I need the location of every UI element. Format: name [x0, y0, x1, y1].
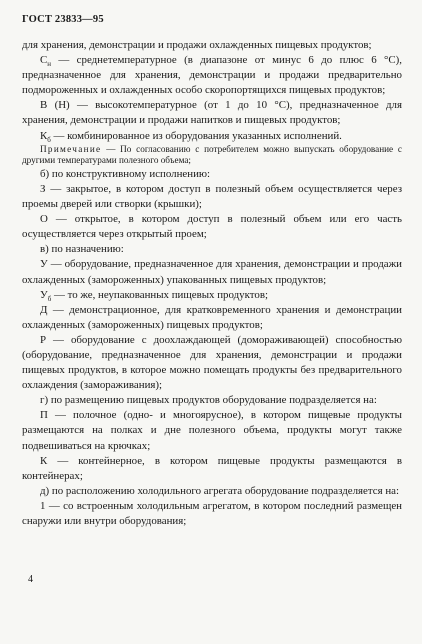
- note-label: Примечание: [40, 143, 102, 154]
- paragraph: Д — демонстрационное, для кратковременного хранения и демонстрации охлажденных (замороженных) пищевых продуктов;: [22, 303, 402, 331]
- note-text: — По согласованию с потребителем можно выпускать оборудование с другими температурами полезного объема;: [22, 143, 402, 166]
- paragraph: б) по конструктивному исполнению:: [40, 167, 211, 180]
- paragraph: О — открытое, в котором доступ в полезный объем или его часть осуществляется через открытый проем;: [22, 213, 402, 241]
- paragraph: $У_б$ — то же, неупакованных пищевых продуктов;: [40, 288, 268, 303]
- paragraph: г) по размещению пищевых продуктов оборудование подразделяется на:: [40, 394, 377, 407]
- body-text: [22, 38, 402, 529]
- paragraph: $К_б$ — комбинированное из оборудования указанных исполнений.: [40, 129, 342, 144]
- paragraph: для хранения, демонстрации и продажи охлажденных пищевых продуктов;: [22, 39, 372, 51]
- note: [22, 144, 402, 167]
- paragraph: П — полочное (одно- и многоярусное), в котором пищевые продукты размещаются на полках и дне полезного объема, продукты могут также подвешиваться на крючках;: [22, 409, 402, 452]
- paragraph: 1 — со встроенным холодильным агрегатом, в котором последний размещен снаружи или внутри оборудования;: [22, 499, 402, 527]
- subscript: н: [47, 60, 52, 69]
- paragraph: В (Н) — высокотемпературное (от 1 до 10 °С), предназначенное для хранения, демонстрации и продажи напитков и пищевых продуктов;: [22, 99, 402, 127]
- paragraph: д) по расположению холодильного агрегата оборудование подразделяется на:: [40, 484, 400, 497]
- subscript: б: [47, 135, 51, 144]
- page-number: 4: [28, 574, 33, 585]
- subscript: б: [47, 294, 52, 303]
- page-header: ГОСТ 23833—95: [22, 14, 104, 25]
- paragraph: У — оборудование, предназначенное для хранения, демонстрации и продажи охлажденных (замороженных) упакованных пищевых продуктов;: [22, 258, 402, 286]
- paragraph: Р — оборудование с доохлаждающей (домораживающей) способностью (оборудование, предназначенное для хранения, демонстрации и продажи пищевых продуктов, в которое можно помещать продукты без предварительного охлаждения (замораживания);: [22, 333, 402, 392]
- paragraph: К — контейнерное, в котором пищевые продукты размещаются в контейнерах;: [22, 454, 402, 482]
- paragraph: в) по назначению:: [40, 243, 124, 256]
- paragraph: $С_н$ — среднетемпературное (в диапазоне от минус 6 до плюс 6 °С), предназначенное для хранения, демонстрации и продажи предварительно подмороженных и охлажденных особо скоропортящихся пищевых продуктов;: [22, 54, 402, 97]
- paragraph: З — закрытое, в котором доступ в полезный объем осуществляется через проемы дверей или створки (крышки);: [22, 182, 402, 211]
